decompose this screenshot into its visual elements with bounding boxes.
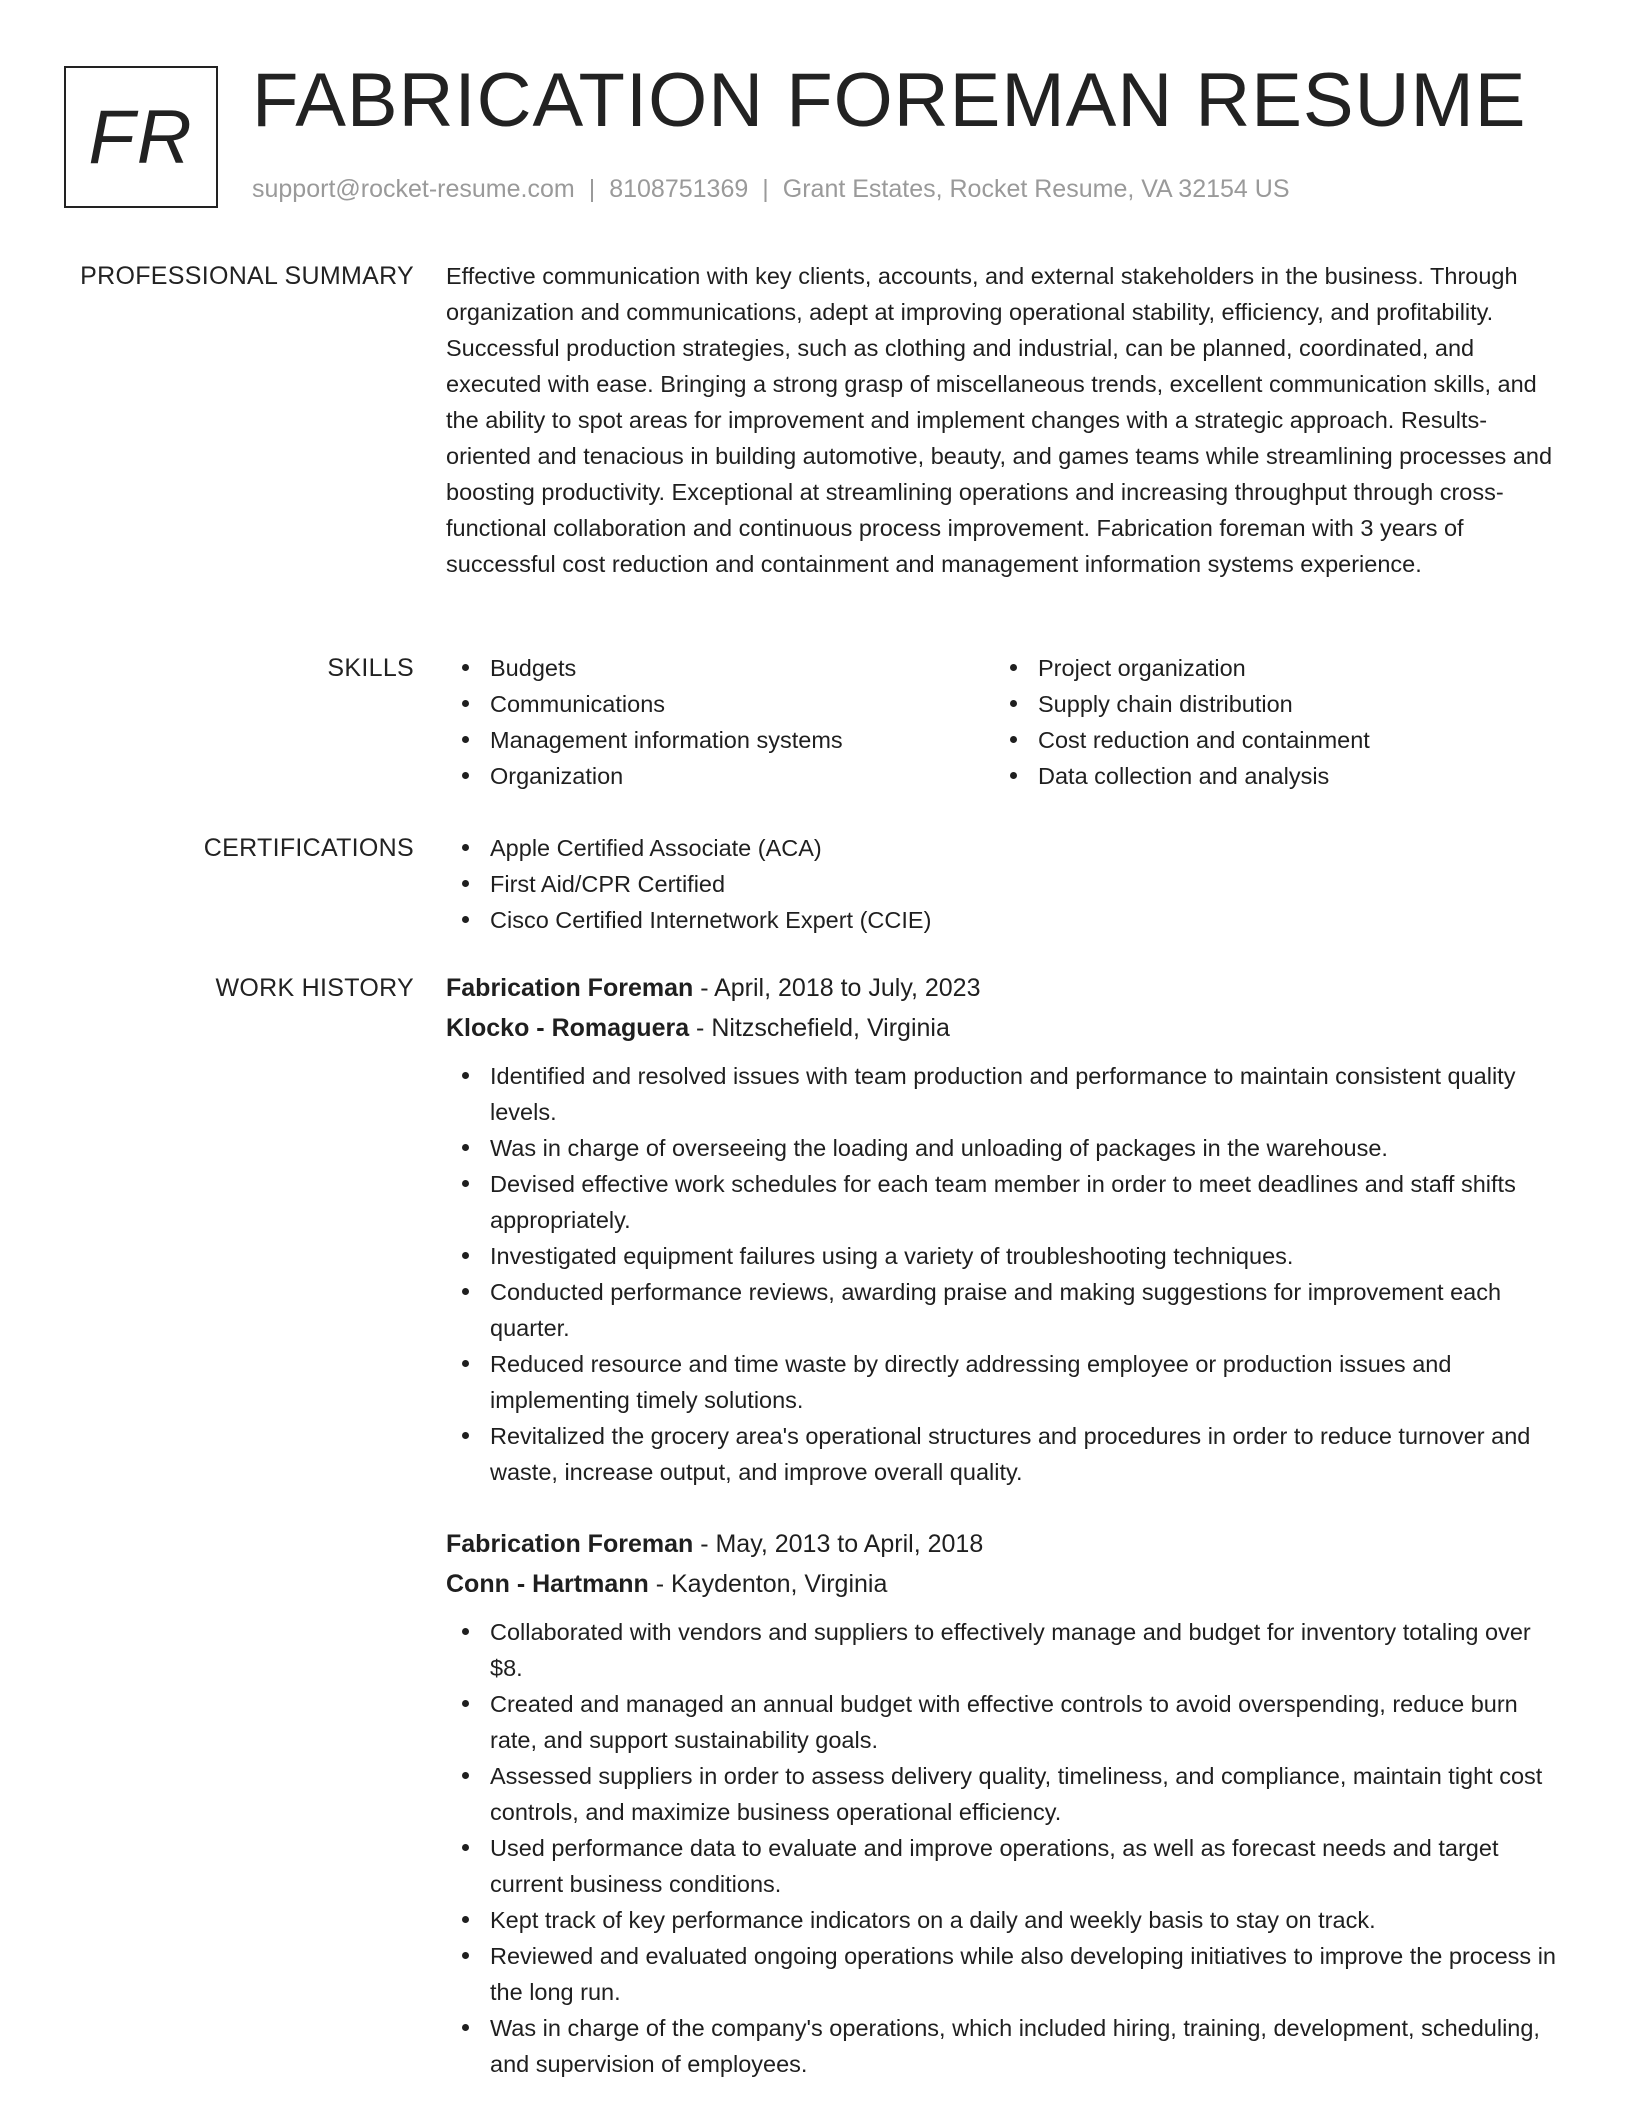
list-item: Organization <box>446 758 994 794</box>
contact-email[interactable]: support@rocket-resume.com <box>252 175 575 203</box>
contact-phone[interactable]: 8108751369 <box>609 175 749 203</box>
job-title-line <box>446 968 1560 1008</box>
list-item: Was in charge of overseeing the loading and unloading of packages in the warehouse. <box>446 1130 1560 1166</box>
job-title-line <box>446 1524 1560 1564</box>
contact-line <box>252 172 1290 206</box>
job-dates: - May, 2013 to April, 2018 <box>693 1530 984 1558</box>
job-bullets <box>446 1614 1560 2082</box>
job-company-line <box>446 1008 1560 1048</box>
job-title: Fabrication Foreman <box>446 974 694 1002</box>
list-item: First Aid/CPR Certified <box>446 866 1560 902</box>
contact-separator: | <box>588 175 596 203</box>
skills-grid <box>446 650 1560 794</box>
certifications-list <box>446 830 1560 938</box>
section-label: WORK HISTORY <box>215 974 414 1002</box>
section-label: CERTIFICATIONS <box>203 834 414 862</box>
list-item: Apple Certified Associate (ACA) <box>446 830 1560 866</box>
list-item: Reviewed and evaluated ongoing operations while also developing initiatives to improve the process in the long run. <box>446 1938 1560 2010</box>
list-item: Created and managed an annual budget with effective controls to avoid overspending, reduce burn rate, and support sustainability goals. <box>446 1686 1560 1758</box>
contact-address: Grant Estates, Rocket Resume, VA 32154 US <box>782 175 1290 203</box>
job-location: - Nitzschefield, Virginia <box>689 1014 950 1042</box>
list-item: Collaborated with vendors and suppliers to effectively manage and budget for inventory totaling over $8. <box>446 1614 1560 1686</box>
list-item: Reduced resource and time waste by directly addressing employee or production issues and implementing timely solutions. <box>446 1346 1560 1418</box>
job-entry <box>446 968 1560 1490</box>
list-item: Devised effective work schedules for each team member in order to meet deadlines and staff shifts appropriately. <box>446 1166 1560 1238</box>
section-label: PROFESSIONAL SUMMARY <box>80 262 414 290</box>
list-item: Project organization <box>994 650 1542 686</box>
list-item: Communications <box>446 686 994 722</box>
skills-list-left <box>446 650 994 794</box>
section-body <box>446 650 1560 794</box>
job-dates: - April, 2018 to July, 2023 <box>693 974 981 1002</box>
monogram-logo: FR <box>64 66 218 208</box>
section-body <box>446 258 1560 582</box>
job-company: Conn - Hartmann <box>446 1570 649 1598</box>
job-company-line <box>446 1564 1560 1604</box>
list-item: Revitalized the grocery area's operational structures and procedures in order to reduce turnover and waste, increase output, and improve overall quality. <box>446 1418 1560 1490</box>
job-company: Klocko - Romaguera <box>446 1014 690 1042</box>
job-bullets <box>446 1058 1560 1490</box>
job-entry <box>446 1524 1560 2082</box>
list-item: Was in charge of the company's operations, which included hiring, training, development, scheduling, and supervision of employees. <box>446 2010 1560 2082</box>
list-item: Management information systems <box>446 722 994 758</box>
list-item: Kept track of key performance indicators on a daily and weekly basis to stay on track. <box>446 1902 1560 1938</box>
list-item: Identified and resolved issues with team production and performance to maintain consistent quality levels. <box>446 1058 1560 1130</box>
list-item: Supply chain distribution <box>994 686 1542 722</box>
resume-header <box>0 0 1632 220</box>
section-body <box>446 830 1560 938</box>
job-location: - Kaydenton, Virginia <box>648 1570 888 1598</box>
list-item: Cost reduction and containment <box>994 722 1542 758</box>
job-title: Fabrication Foreman <box>446 1530 694 1558</box>
list-item: Assessed suppliers in order to assess delivery quality, timeliness, and compliance, maintain tight cost controls, and maximize business operational efficiency. <box>446 1758 1560 1830</box>
page-title: FABRICATION FOREMAN RESUME <box>252 58 1527 143</box>
contact-separator: | <box>762 175 769 203</box>
list-item: Investigated equipment failures using a variety of troubleshooting techniques. <box>446 1238 1560 1274</box>
section-label: SKILLS <box>327 654 414 682</box>
list-item: Data collection and analysis <box>994 758 1542 794</box>
summary-text: Effective communication with key clients, accounts, and external stakeholders in the business. Through organization and communications, adept at improving operational stability, efficiency, and profitability. Successful production strategies, such as clothing and industrial, can be planned, coordinated, and executed with ease. Bringing a strong grasp of miscellaneous trends, excellent communication skills, and the ability to spot areas for improvement and implement changes with a strategic approach. Results-oriented and tenacious in building automotive, beauty, and games teams while streamlining processes and boosting productivity. Exceptional at streamlining operations and increasing throughput through cross-functional collaboration and continuous process improvement. Fabrication foreman with 3 years of successful cost reduction and containment and management information systems experience. <box>446 263 1553 577</box>
list-item: Budgets <box>446 650 994 686</box>
section-body <box>446 968 1560 2082</box>
list-item: Used performance data to evaluate and improve operations, as well as forecast needs and target current business conditions. <box>446 1830 1560 1902</box>
list-item: Conducted performance reviews, awarding praise and making suggestions for improvement each quarter. <box>446 1274 1560 1346</box>
skills-list-right <box>994 650 1542 794</box>
list-item: Cisco Certified Internetwork Expert (CCIE) <box>446 902 1560 938</box>
